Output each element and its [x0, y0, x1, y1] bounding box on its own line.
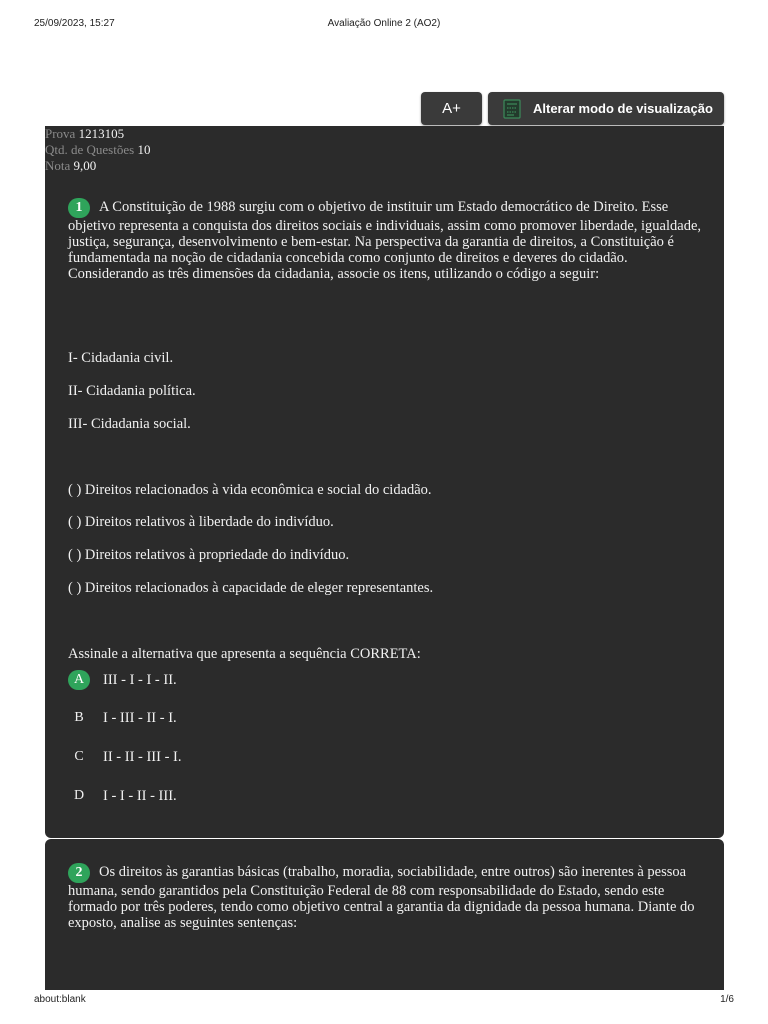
summary-nota: Nota 9,00 — [45, 158, 97, 173]
question-card — [45, 174, 724, 838]
alternative-text: II - II - III - I. — [103, 749, 182, 765]
item-line: I- Cidadania civil. — [68, 350, 174, 366]
question-number-badge: 1 — [68, 198, 90, 218]
alternative-text: III - I - I - II. — [103, 672, 177, 688]
print-title: Avaliação Online 2 (AO2) — [327, 18, 441, 29]
alternative-text: I - I - II - III. — [103, 788, 177, 804]
print-datetime: 25/09/2023, 15:27 — [34, 18, 115, 29]
summary-prova: Prova 1213105 — [45, 126, 125, 141]
alternative-text: I - III - II - I. — [103, 710, 177, 726]
question-number-badge: 2 — [68, 863, 90, 883]
question-intro: Os direitos às garantias básicas (trabalho, moradia, sociabilidade, entre outros) são inerentes à pessoa humana, sendo garantidos pela Constituição Federal de 88 com responsabilidade do Estado, sendo este formado por três poderes, tendo como objetivo central a garantia da dignidade da pessoa humana. Diante do exposto, analise as seguintes sentenças: — [68, 864, 695, 931]
question-intro: A Constituição de 1988 surgiu com o objetivo de instituir um Estado democrático de Direito. Esse objetivo representa a conquista dos direitos sociais e individuais, assim como promover liberdade, igualdade, justiça, segurança, desenvolvimento e bem-estar. Na perspectiva da garantia de direitos, a Constituição é fundamentada na noção de cidadania concebida como conjunto de direitos e deveres do cidadão. Considerando as três dimensões da cidadania, associe os itens, utilizando o código a seguir: — [68, 199, 702, 282]
change-view-mode-button[interactable] — [488, 92, 724, 125]
alternative-c[interactable] — [68, 747, 182, 767]
alternative-a[interactable] — [68, 670, 177, 690]
question-card — [45, 839, 724, 990]
print-url: about:blank — [34, 994, 86, 1005]
print-footer — [34, 994, 734, 1008]
alternative-letter: A — [68, 670, 90, 690]
alternative-letter: C — [74, 749, 84, 764]
item-line: II- Cidadania política. — [68, 383, 196, 399]
statement-line: ( ) Direitos relacionados à capacidade de eleger representantes. — [68, 580, 434, 596]
exam-summary — [45, 126, 724, 174]
summary-questoes: Qtd. de Questões 10 — [45, 142, 151, 157]
statement-line: ( ) Direitos relativos à propriedade do indivíduo. — [68, 547, 350, 563]
statement-line: ( ) Direitos relativos à liberdade do indivíduo. — [68, 514, 334, 530]
alternative-letter: B — [74, 710, 84, 725]
statement-line: ( ) Direitos relacionados à vida econômica e social do cidadão. — [68, 482, 432, 498]
alternative-b[interactable] — [68, 708, 177, 728]
item-line: III- Cidadania social. — [68, 416, 191, 432]
alternative-d[interactable] — [68, 786, 177, 806]
print-page-number: 1/6 — [720, 994, 734, 1005]
document-icon — [503, 99, 521, 119]
print-header — [34, 18, 734, 32]
question-prompt: Assinale a alternativa que apresenta a sequência CORRETA: — [68, 646, 421, 662]
question-text — [68, 863, 702, 931]
increase-font-button[interactable]: A+ — [421, 92, 482, 125]
alternative-letter: D — [73, 788, 85, 803]
change-view-mode-label: Alterar modo de visualização — [533, 101, 713, 116]
question-text — [68, 198, 702, 282]
